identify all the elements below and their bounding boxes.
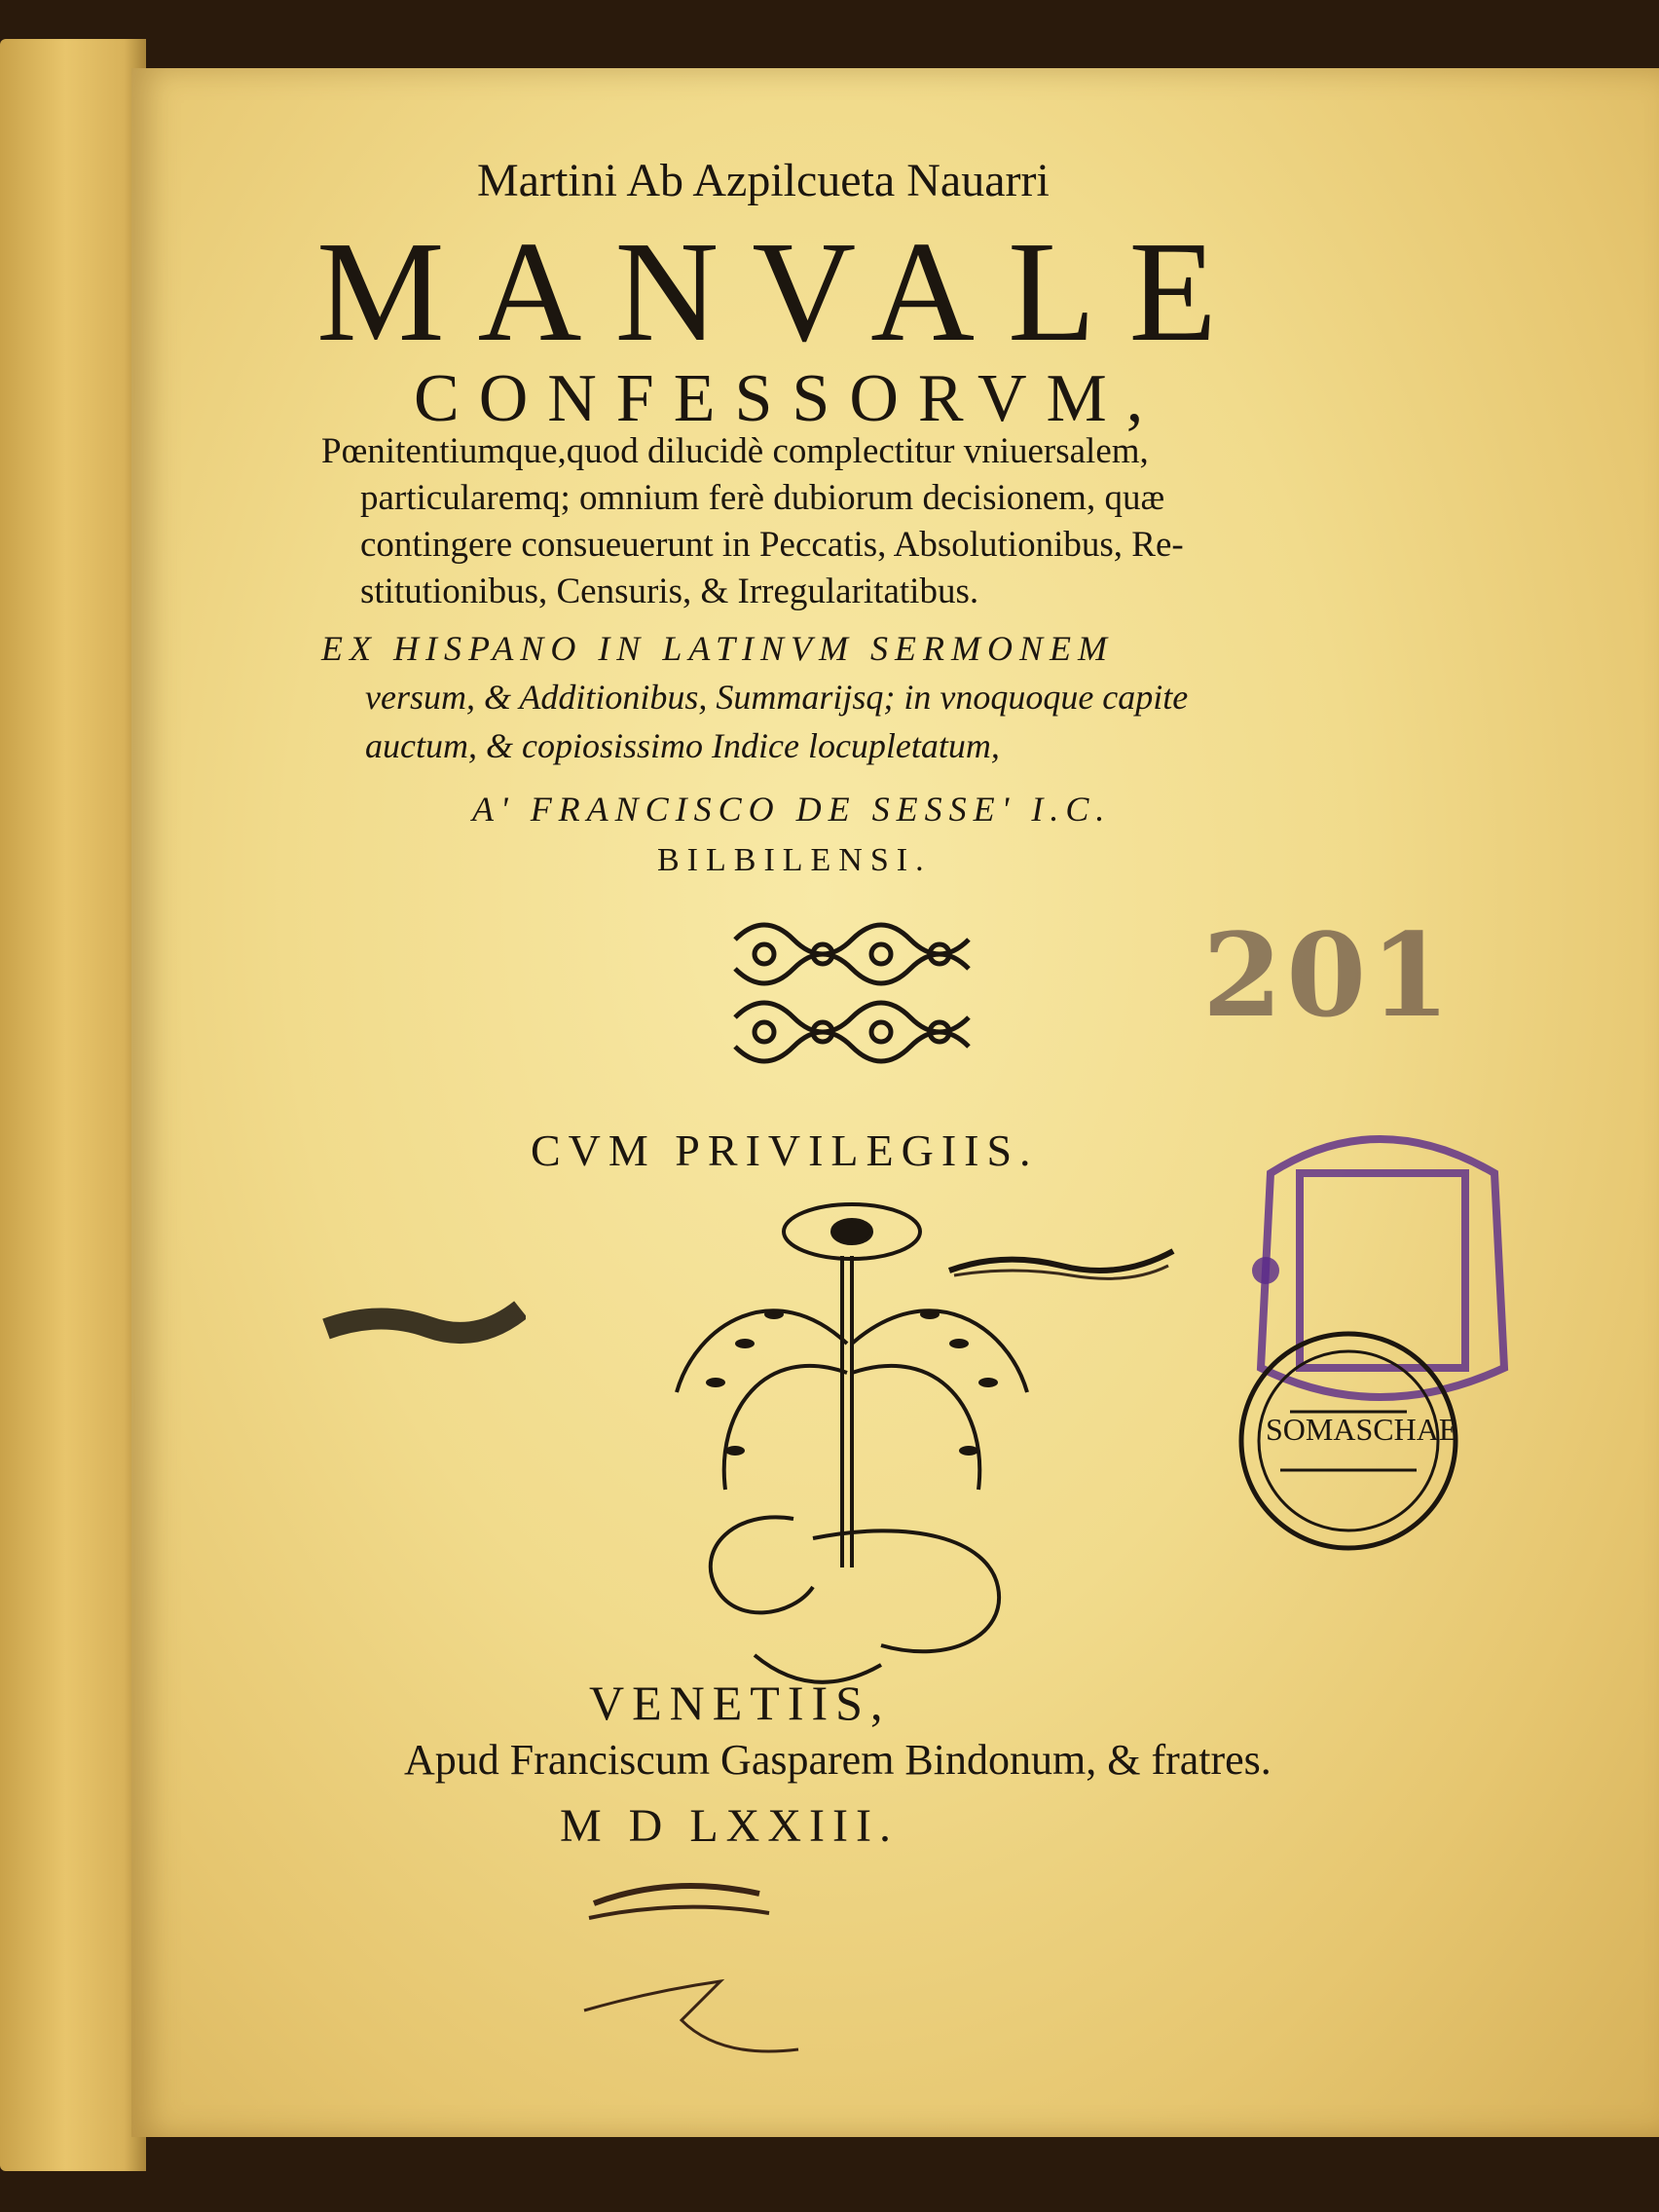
place-of-printing: VENETIIS, bbox=[589, 1676, 891, 1730]
translation-line-3: auctum, & copiosissimo Indice locupletatum, bbox=[365, 726, 1000, 765]
facing-page-edge bbox=[0, 39, 146, 2171]
book-title: MANVALE bbox=[316, 212, 1250, 372]
privileges-line: CVM PRIVILEGIIS. bbox=[531, 1125, 1039, 1175]
description-line-1: Pœnitentiumque,quod dilucidè complectitur vniuersalem, bbox=[321, 431, 1149, 471]
translation-line-5: BILBILENSI. bbox=[657, 842, 932, 878]
book-subtitle: CONFESSORVM, bbox=[414, 361, 1163, 436]
shelf-number-stamp: 201 bbox=[1202, 907, 1455, 1043]
printers-ornament bbox=[725, 910, 978, 1095]
translation-line-2: versum, & Additionibus, Summarijsq; in vnoquoque capite bbox=[365, 678, 1189, 717]
translation-line-4: A' FRANCISCO DE SESSE' I.C. bbox=[472, 790, 1112, 829]
description-line-4: stitutionibus, Censuris, & Irregularitatibus. bbox=[360, 571, 979, 611]
title-page bbox=[131, 68, 1659, 2137]
circular-stamp-text: SOMASCHAE bbox=[1266, 1412, 1458, 1447]
printers-device-woodcut bbox=[657, 1198, 1047, 1723]
printer-line: Apud Franciscum Gasparem Bindonum, & fratres. bbox=[404, 1736, 1272, 1784]
crossed-out-inscription-left bbox=[321, 1290, 526, 1358]
description-line-2: particularemq; omnium ferè dubiorum decisionem, quæ bbox=[360, 478, 1165, 518]
author-line: Martini Ab Azpilcueta Nauarri bbox=[477, 155, 1050, 206]
year-of-printing: M D LXXIII. bbox=[560, 1800, 899, 1852]
handwritten-marks bbox=[574, 1864, 808, 2059]
translation-line-1: EX HISPANO IN LATINVM SERMONEM bbox=[321, 629, 1114, 668]
description-line-3: contingere consueuerunt in Peccatis, Absolutionibus, Re- bbox=[360, 525, 1184, 565]
